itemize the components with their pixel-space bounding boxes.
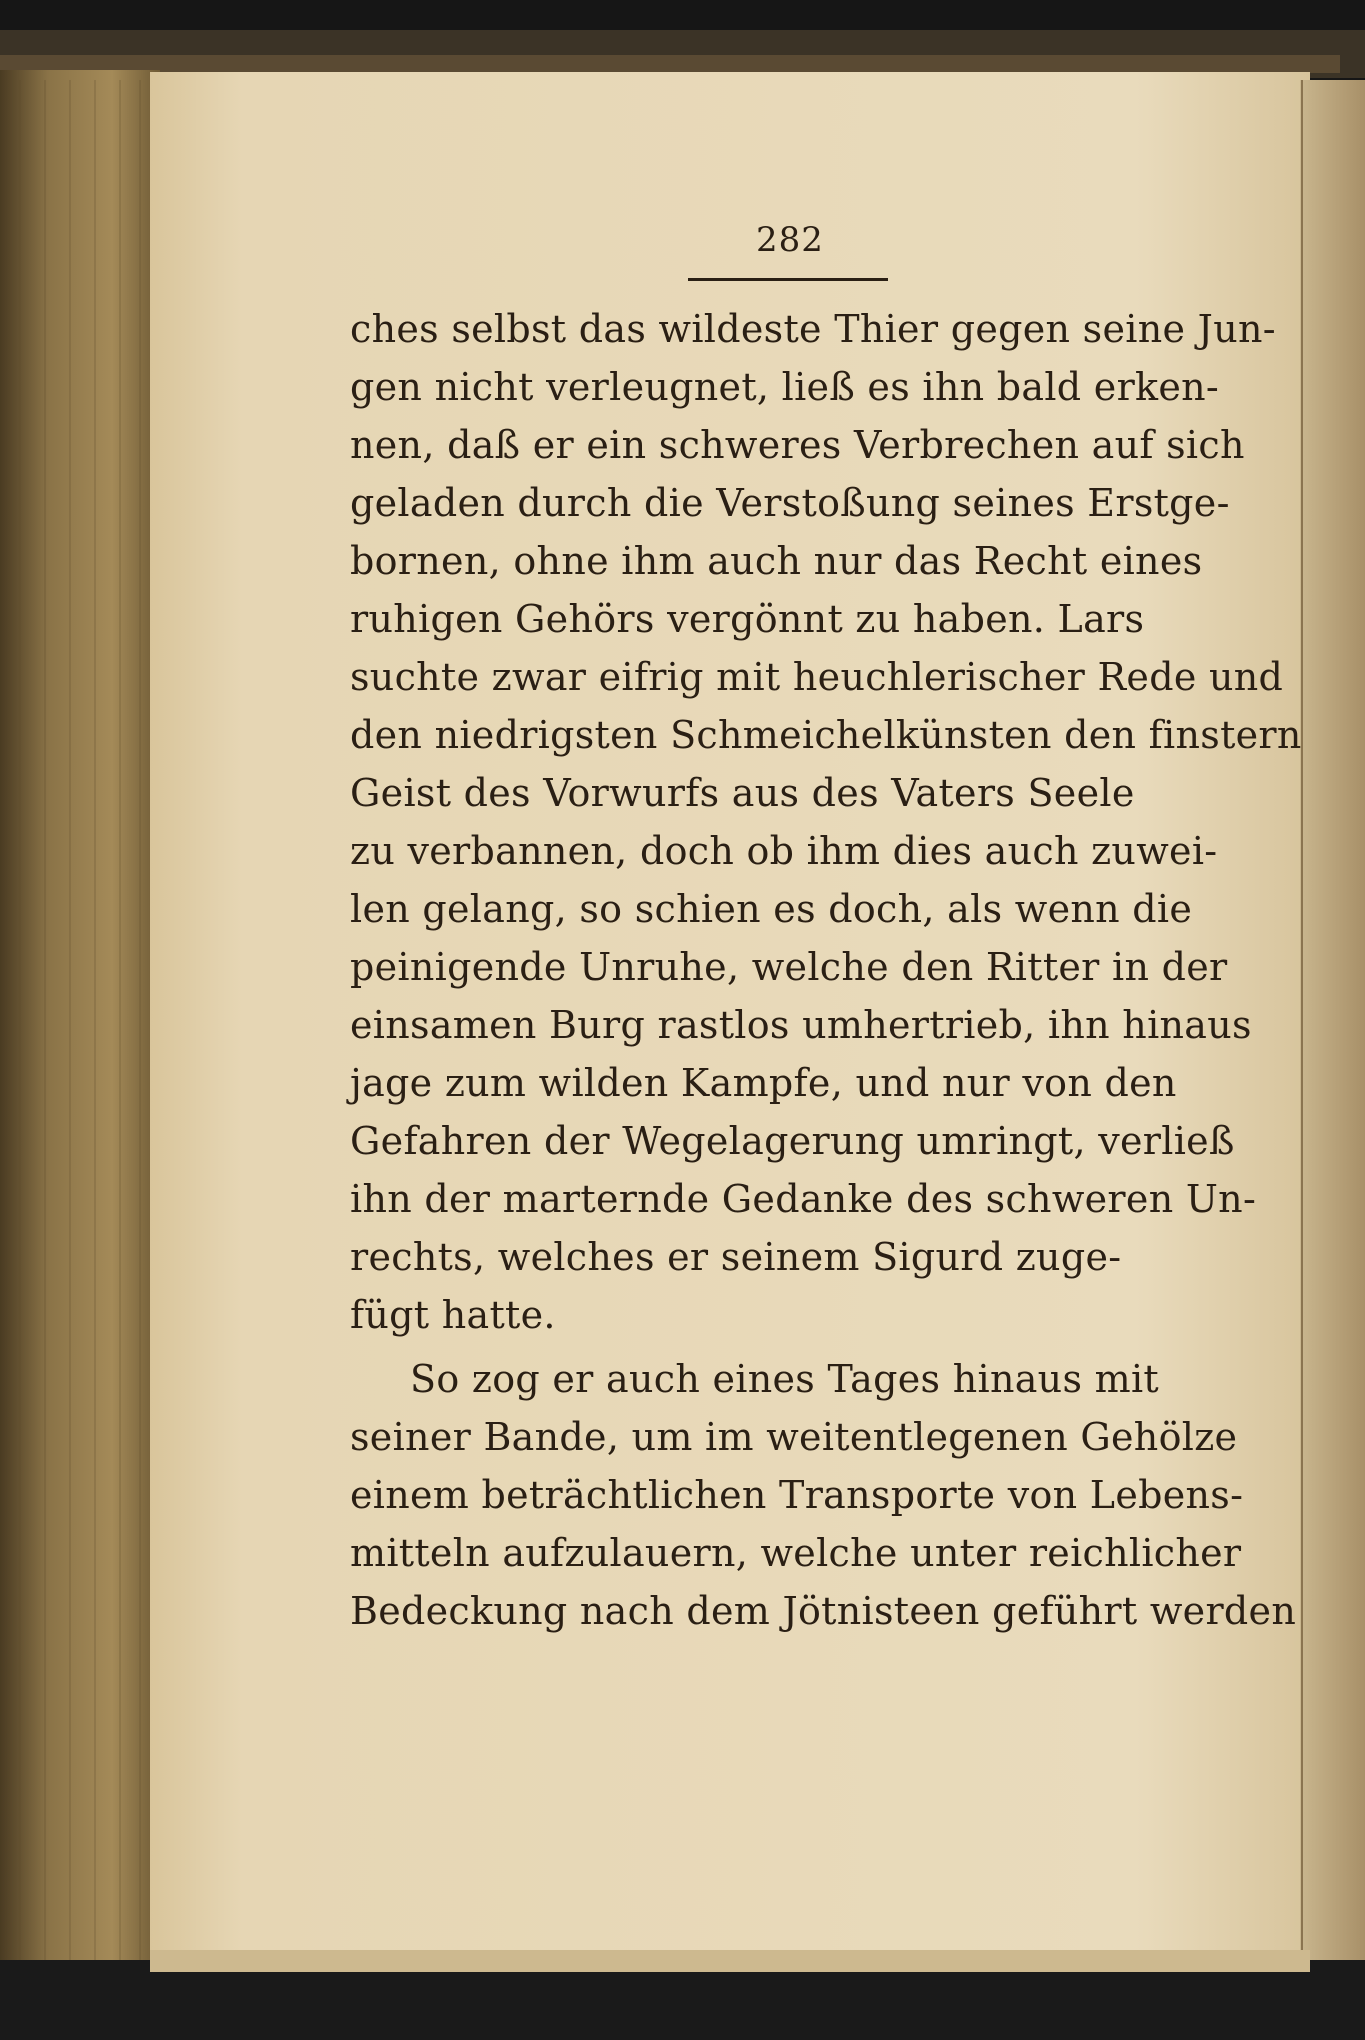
text-line: ruhigen Gehörs vergönnt zu haben. Lars (350, 597, 1145, 641)
text-line: bornen, ohne ihm auch nur das Recht eines (350, 539, 1203, 583)
text-line: nen, daß er ein schweres Verbrechen auf sich (350, 423, 1245, 467)
text-line: len gelang, so schien es doch, als wenn die (350, 887, 1193, 931)
text-line: suchte zwar eifrig mit heuchlerischer Rede und (350, 655, 1284, 699)
header-rule (688, 278, 888, 281)
text-line: rechts, welches er seinem Sigurd zuge- (350, 1235, 1122, 1279)
text-line: Bedeckung nach dem Jötnisteen geführt werden (350, 1589, 1297, 1633)
text-line: fügt hatte. (350, 1293, 556, 1337)
text-line: Geist des Vorwurfs aus des Vaters Seele (350, 771, 1135, 815)
text-line: jage zum wilden Kampfe, und nur von den (350, 1061, 1177, 1105)
text-line: geladen durch die Verstoßung seines Erstge- (350, 481, 1230, 525)
text-line: einsamen Burg rastlos umhertrieb, ihn hinaus (350, 1003, 1252, 1047)
page-number: 282 (756, 220, 824, 260)
text-line: einem beträchtlichen Transporte von Lebens- (350, 1473, 1244, 1517)
text-line: ches selbst das wildeste Thier gegen seine Jun- (350, 307, 1276, 351)
text-line: zu verbannen, doch ob ihm dies auch zuwei- (350, 829, 1218, 873)
text-line-paragraph-start: So zog er auch eines Tages hinaus mit (410, 1357, 1159, 1401)
page-block-edges (0, 70, 160, 1970)
text-line: mitteln aufzulauern, welche unter reichlicher (350, 1531, 1242, 1575)
text-line: ihn der marternde Gedanke des schweren Un- (350, 1177, 1257, 1221)
text-line: seiner Bande, um im weitentlegenen Gehölze (350, 1415, 1238, 1459)
text-line: gen nicht verleugnet, ließ es ihn bald erken- (350, 365, 1220, 409)
text-line: peinigende Unruhe, welche den Ritter in der (350, 945, 1228, 989)
text-line: Gefahren der Wegelagerung umringt, verließ (350, 1119, 1235, 1163)
text-line: den niedrigsten Schmeichelkünsten den finstern (350, 713, 1302, 757)
right-page-edge (1300, 80, 1365, 1960)
